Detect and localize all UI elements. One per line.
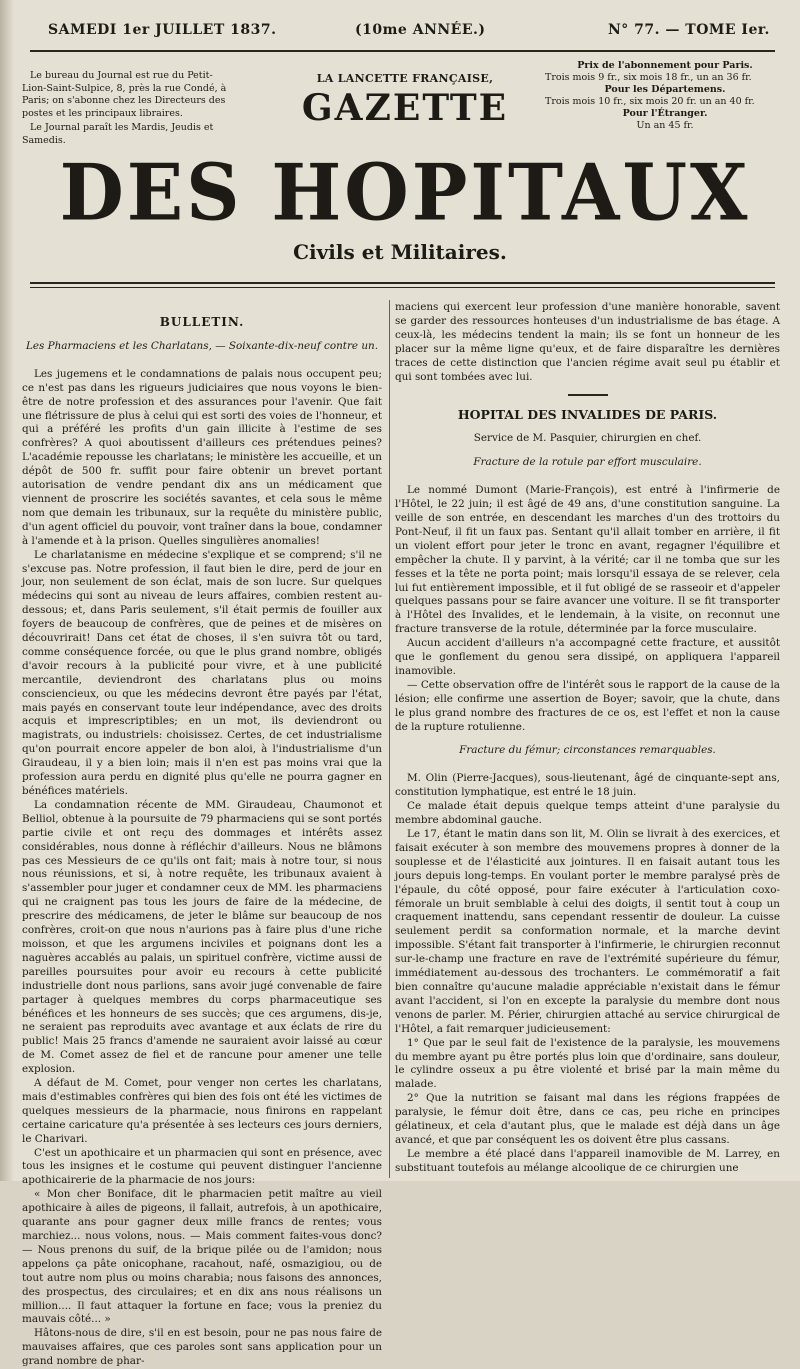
bulletin-subheading: Les Pharmaciens et les Charlatans, — Soixante-dix-neuf contre un. [25,339,379,352]
bulletin-paragraph: Hâtons-nous de dire, s'il en est besoin, pour ne pas nous faire de mauvaises affaires, que ces paroles sont sans application pour un grand nombre de phar- [22,1327,382,1368]
bulletin-paragraph: La condamnation récente de MM. Giraudeau, Chaumonot et Belliol, obtenue à la poursuite de 79 pharmaciens qui se sont portés partie civile et ont reçu des dommages et intérêts assez considérables, nous donne à réfléchir d'ailleurs. Nous ne blâmons pas ces Messieurs de ce qu'ils ont fait; mais à notre tour, si nous nous réunissions, et si, à notre requête, les tribunaux avaient à s'assembler pour juger et condamner ceux de MM. les pharmaciens qui ne craignent pas tous les jours de faire de la médecine, de prescrire des médicamens, de jeter le blâme sur beaucoup de nos confrères, croit-on que nous n'aurions pas à faire plus d'une riche moisson, et que les argumens inciviles et poignans dont les a naguères accablés au palais, un spirituel confrère, victime aussi de pareilles poursuites pour avoir eu recours à cette publicité industrielle dont nous parlions, sans avoir jugé convenable de faire partager à quelques membres du corps pharmaceutique ses bénéfices et les honneurs de ses succès; que ces argumens, dis-je, ne seraient pas reproduits avec avantage et aux éclats de rire du public! Mais 25 francs d'amende ne sauraient avoir laissé au cœur de M. Comet assez de fiel et de rancune pour amener une telle explosion. [22,798,382,1076]
gazette-word: GAZETTE [301,87,509,129]
case1-paragraph: Aucun accident d'ailleurs n'a accompagné cette fracture, et aussitôt que le gonflement du genou sera dissipé, on appliquera l'appareil inamovible. [395,637,780,677]
dept-price-text: Trois mois 10 fr., six mois 20 fr. un an 40 fr. [545,96,755,107]
case1-paragraph: — Cette observation offre de l'intérêt sous le rapport de la cause de la lésion; elle confirme une assertion de Boyer; savoir, que la chute, dans le plus grand nombre des fractures de ce os, est l'effet et non la cause de la rupture rotulienne. [395,678,780,733]
bulletin-paragraph: « Mon cher Boniface, dit le pharmacien petit maître au vieil apothicaire à ailes de pigeons, il fallait, autrefois, à un apothicaire, quarante ans pour gagner deux mille francs de rentes; vous marchiez... nous volons, nous. — Mais comment faites-vous donc? — Nous prenons du suif, de la brique pilée ou de l'amidon; nous appelons ça pâte onicophane, racahout, nafé, osmazigiou, ou de tout autre nom plus ou moins charabia; nous faisons des annonces, des prospectus, des circulaires; et en dix ans nous réalisons un million.... Il faut attaquer la fortune en face; vous la preniez du mauvais côté... » [22,1188,382,1326]
newspaper-subtitle: Civils et Militaires. [293,240,507,264]
case2-paragraph: Ce malade était depuis quelque temps atteint d'une paralysie du membre abdominal gauche. [395,800,780,827]
hospital-title: HOPITAL DES INVALIDES DE PARIS. [457,407,718,423]
issue-date: SAMEDI 1er JUILLET 1837. [48,22,277,38]
case2-paragraph: Le membre a été placé dans l'appareil inamovible de M. Larrey, en substituant toutefois au mélange alcoolique de ce chirurgien une [395,1147,780,1174]
bulletin-paragraph: Le charlatanisme en médecine s'explique et se comprend; s'il ne s'excuse pas. Notre profession, il faut bien le dire, perd de jour en jour, non seulement de son éclat, mais de son lucre. Sur quelques médecins qui sont au niveau de leurs affaires, combien restent au-dessous; et, dans Paris seulement, s'il était permis de fouiller aux foyers de beaucoup de confrères, que de peines et de misères on découvrirait! Dans cet état de choses, il s'en suivra tôt ou tard, comme conséquence forcée, ou que le plus grand nombre, obligés d'avoir recours à la publicité pour vivre, et à une publicité mercantile, deviendront des charlatans plus ou moins consciencieux, ou que les médecins devront être payés par l'état, mais payés en conservant toute leur indépendance, avec des droits acquis et imprescriptibles; en un mot, ils deviendront ou magistrats, ou industriels: choisissez. Certes, de cet industrialisme qu'on pourrait encore appeler de bon aloi, à l'industrialisme d'un Giraudeau, il y a bien loin; mais il n'en est pas moins vrai que la profession aura perdu en dignité plus qu'elle ne pourra gagner en bénéfices matériels. [22,548,382,797]
bulletin-heading: BULLETIN. [159,315,245,329]
office-notice [22,70,227,149]
top-rule [30,50,775,52]
case1-paragraph: Le nommé Dumont (Marie-François), est entré à l'infirmerie de l'Hôtel, le 22 juin; il est âgé de 49 ans, d'une constitution sanguine. La veille de son entrée, en descendant les marches d'un des trottoirs du Pont-Neuf, il fit un faux pas. Sentant qu'il allait tomber en arrière, il fit un violent effort pour jeter le tronc en avant, regagner l'équilibre et empêcher la chute. Il y parvint, à la vérité; car il ne tomba que sur les fesses et la tête ne porta point; mais lorsqu'il essaya de se relever, cela lui fut entièrement impossible, et il fut obligé de se rasseoir et d'appeler quelques passans pour se faire avancer une voiture. Il se fit transporter à l'Hôtel des Invalides, et le lendemain, à la visite, on reconnut une fracture transverse de la rotule, déterminée par la force musculaire. [395,484,780,636]
publisher-line: LA LANCETTE FRANÇAISE, [316,72,494,85]
case2-paragraph: 2° Que la nutrition se faisant mal dans les régions frappées de paralysie, le fémur doit être, dans ce cas, peu riche en principes gélatineux, et cela d'autant plus, que le malade est déjà dans un âge avancé, et que par conséquent les os doivent être plus cassans. [395,1092,780,1146]
bulletin-paragraph: A défaut de M. Comet, pour venger non certes les charlatans, mais d'estimables confrères qui bien des fois ont été les victimes de quelques messieurs de la pharmacie, nous finirons en rappelant certaine caricature qu'a présentée à ses lecteurs ces jours derniers, le Charivari. [22,1077,382,1145]
office-notice-schedule: Le Journal paraît les Mardis, Jeudis et Samedis. [22,122,214,146]
subscription-prices [545,60,785,132]
page-gutter-shadow [0,0,14,1181]
foreign-price-text: Un an 45 fr. [636,120,694,131]
case2-paragraph: M. Olin (Pierre-Jacques), sous-lieutenant, âgé de cinquante-sept ans, constitution lymphatique, est entré le 18 juin. [395,772,780,799]
bulletin-column [22,315,382,1368]
masthead-rule-lower [30,287,775,288]
office-notice-address: Le bureau du Journal est rue du Petit-Lion-Saint-Sulpice, 8, près la rue Condé, à Paris; on s'abonne chez les Directeurs des postes et les principaux libraires. [22,70,227,119]
case1-title: Fracture de la rotule par effort musculaire. [473,456,702,469]
foreign-price-title: Pour l'Étranger. [622,108,708,119]
section-rule [568,394,608,396]
hospital-column [395,301,780,1181]
bulletin-continuation: maciens qui exercent leur profession d'une manière honorable, savent se garder des ressources honteuses d'un industrialisme de bas étage. A ceux-là, les médecins tendent la main; ils se font un honneur de les placer sur la même ligne qu'eux, et de faire disparaître les dernières traces de cette distinction que l'ancien régime avait seul pu établir et qui sont tombées avec lui. [395,301,780,383]
bulletin-paragraph: Les jugemens et le condamnations de palais nous occupent peu; ce n'est pas dans les rigueurs judiciaires que nous voyons le bien-être de notre profession et des assurances pour l'avenir. Que fait une flétrissure de plus à celui qui est sorti des voies de l'honneur, et qui a préféré les profits d'un gain illicite à l'estime de ses confrères? A quoi aboutissent d'ailleurs ces prétendues peines? L'académie repousse les charlatans; le ministère les accueille, et un dépôt de 500 fr. suffit pour faire obtenir un brevet portant autorisation de vendre pendant dix ans un médicament que viennent de proscrire les sociétés savantes, et cela sous le même nom que demain les tribunaux, sur la requête du ministère public, d'un agent officiel du pouvoir, vont traîner dans la boue, condamner à l'amende et à la prison. Quelles singulières anomalies! [22,367,382,547]
masthead-top-line [40,20,770,42]
paris-price-title: Prix de l'abonnement pour Paris. [577,60,753,71]
masthead-rule-upper [30,282,775,284]
issue-number: N° 77. — TOME Ier. [608,22,770,38]
case2-paragraph: 1° Que par le seul fait de l'existence de la paralysie, les mouvemens du membre ayant pu être portés plus loin que d'ordinaire, sans douleur, le cylindre osseux a pu être violenté et brisé par la main même du malade. [395,1036,780,1091]
newspaper-title: DES HOPITAUX [59,147,751,239]
paris-price-text: Trois mois 9 fr., six mois 18 fr., un an 36 fr. [545,72,752,83]
case2-title: Fracture du fémur; circonstances remarquables. [459,744,716,757]
dept-price-title: Pour les Départemens. [604,84,726,95]
case2-paragraph: Le 17, étant le matin dans son lit, M. Olin se livrait à des exercices, et faisait exécuter à son membre des mouvemens propres à donner de la souplesse et de l'élasticité aux jointures. Il en faisait autant tous les jours depuis long-temps. En voulant porter le membre paralysé près de l'épaule, du côté opposé, pour faire exécuter à l'articulation coxo-fémorale un bruit semblable à celui des doigts, il sentit tout à coup un craquement inattendu, sans cependant ressentir de douleur. La cuisse seulement perdit sa conformation normale, et la marche devint impossible. S'étant fait transporter à l'infirmerie, le chirurgien reconnut sur-le-champ une fracture en rave de l'extrémité supérieure du fémur, immédiatement au-dessous des trochanters. Le commémoratif a fait bien connaître qu'aucune maladie appréciable n'existait dans le fémur avant l'accident, si l'on en excepte la paralysie du membre dont nous venons de parler. M. Périer, chirurgien attaché au service chirurgical de l'Hôtel, a fait remarquer judicieusement: [395,828,780,1035]
issue-year: (10me ANNÉE.) [355,22,486,38]
column-divider [389,300,390,1178]
bulletin-paragraph: C'est un apothicaire et un pharmacien qui sont en présence, avec tous les insignes et le costume qui peuvent distinguer l'ancienne apothicairerie de la pharmacie de nos jours: [22,1146,382,1187]
masthead-center [290,72,520,129]
service-line: Service de M. Pasquier, chirurgien en chef. [473,432,702,445]
